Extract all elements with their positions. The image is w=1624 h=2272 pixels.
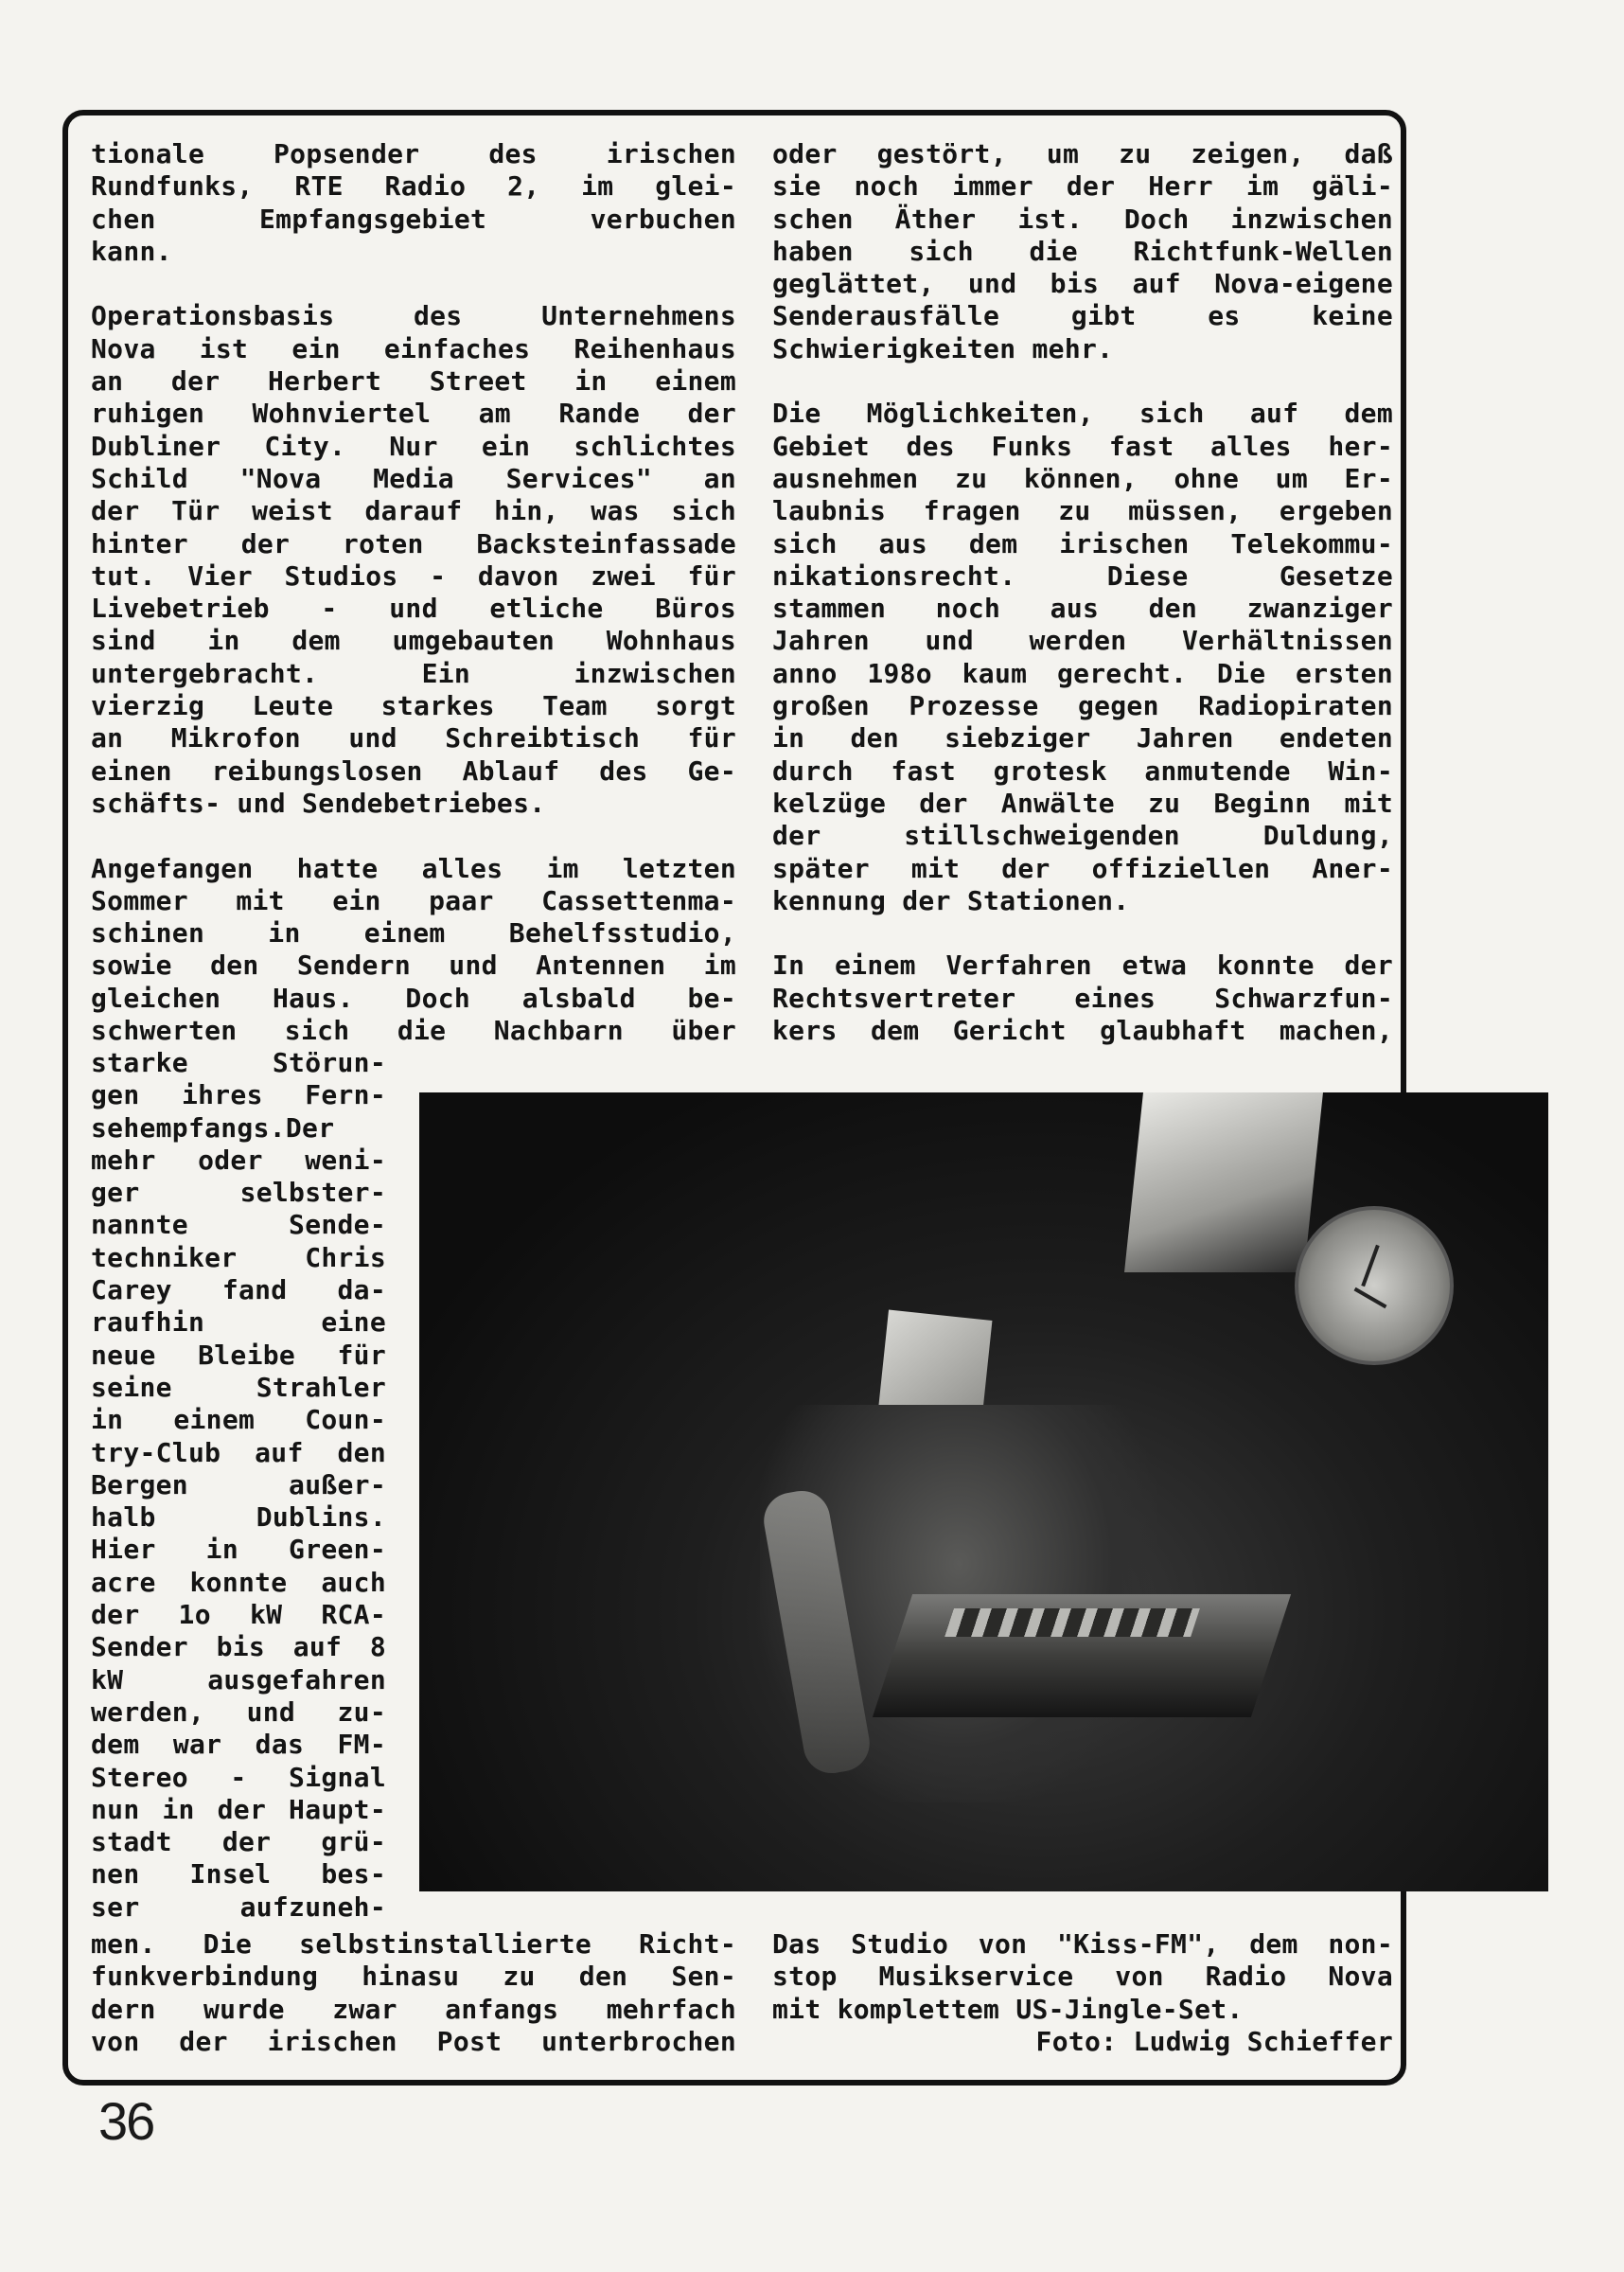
text-line: kers dem Gericht glaubhaft machen, <box>772 1015 1393 1047</box>
right-column <box>772 138 1393 1080</box>
text-line: nun in der Haupt- <box>91 1793 386 1825</box>
text-line: in einem Coun- <box>91 1404 386 1436</box>
page-number: 36 <box>98 2091 154 2151</box>
text-line: Das Studio von "Kiss-FM", dem non- <box>772 1928 1393 1960</box>
text-line: geglättet, und bis auf Nova-eigene <box>772 268 1393 300</box>
text-line: haben sich die Richtfunk-Wellen <box>772 235 1393 267</box>
text-line: vierzig Leute starkes Team sorgt <box>91 690 736 722</box>
text-line: mit komplettem US-Jingle-Set. <box>772 1993 1244 2025</box>
studio-photo <box>419 1092 1548 1891</box>
text-line: kennung der Stationen. <box>772 884 1130 916</box>
text-line: acre konnte auch <box>91 1566 386 1598</box>
text-line: später mit der offiziellen Aner- <box>772 852 1393 884</box>
text-line: der Tür weist darauf hin, was sich <box>91 495 736 527</box>
text-line: Bergen außer- <box>91 1468 386 1500</box>
narrow-column <box>91 1047 386 1924</box>
paragraph <box>91 853 736 1048</box>
text-line: schen Äther ist. Doch inzwischen <box>772 203 1393 235</box>
text-line: Operationsbasis des Unternehmens <box>91 300 736 332</box>
text-line: Schwierigkeiten mehr. <box>772 332 1114 364</box>
photo-caption <box>772 1928 1393 2058</box>
text-line: stop Musikservice von Radio Nova <box>772 1961 1393 1993</box>
text-line: einen reibungslosen Ablauf des Ge- <box>91 754 736 787</box>
text-line: nikationsrecht. Diese Gesetze <box>772 559 1393 592</box>
bottom-left-column <box>91 1928 736 2058</box>
text-line: stammen noch aus den zwanziger <box>772 593 1393 625</box>
text-line: nen Insel bes- <box>91 1858 386 1890</box>
text-line: kW ausgefahren <box>91 1663 386 1695</box>
text-line: Schild "Nova Media Services" an <box>91 462 736 494</box>
text-line: try-Club auf den <box>91 1436 386 1468</box>
text-line: anno 198o kaum gerecht. Die ersten <box>772 657 1393 689</box>
text-line: schinen in einem Behelfsstudio, <box>91 917 736 950</box>
text-line: ausnehmen zu können, ohne um Er- <box>772 462 1393 494</box>
text-line: sowie den Sendern und Antennen im <box>91 950 736 982</box>
text-line: oder gestört, um zu zeigen, daß <box>772 138 1393 169</box>
text-line: in den siebziger Jahren endeten <box>772 722 1393 754</box>
text-line: neue Bleibe für <box>91 1339 386 1371</box>
text-line: men. Die selbstinstallierte Richt- <box>91 1928 736 1960</box>
text-line: stadt der grü- <box>91 1826 386 1858</box>
text-line: tut. Vier Studios - davon zwei für <box>91 559 736 592</box>
paragraph <box>91 138 736 268</box>
text-line: chen Empfangsgebiet verbuchen <box>91 203 736 235</box>
text-line: untergebracht. Ein inzwischen <box>91 657 736 689</box>
text-line: Angefangen hatte alles im letzten <box>91 852 736 884</box>
left-column <box>91 138 736 1080</box>
text-line: der 1o kW RCA- <box>91 1599 386 1631</box>
text-line: laubnis fragen zu müssen, ergeben <box>772 495 1393 527</box>
console-faders <box>944 1608 1200 1637</box>
paragraph <box>772 398 1393 917</box>
text-line: halb Dublins. <box>91 1501 386 1534</box>
text-line: Rechtsvertreter eines Schwarzfun- <box>772 982 1393 1014</box>
text-line: an der Herbert Street in einem <box>91 365 736 398</box>
text-line: starke Störun- <box>91 1047 386 1078</box>
text-line: Dubliner City. Nur ein schlichtes <box>91 430 736 462</box>
text-line: tionale Popsender des irischen <box>91 138 736 169</box>
text-line: ser aufzuneh- <box>91 1890 386 1923</box>
text-line: raufhin eine <box>91 1306 386 1339</box>
text-line: Sommer mit ein paar Cassettenma- <box>91 884 736 916</box>
text-line: Stereo - Signal <box>91 1761 386 1793</box>
text-line: Senderausfälle gibt es keine <box>772 300 1393 332</box>
text-line: schäfts- und Sendebetriebes. <box>91 787 546 819</box>
text-line: großen Prozesse gegen Radiopiraten <box>772 690 1393 722</box>
paragraph <box>91 300 736 820</box>
text-line: funkverbindung hinasu zu den Sen- <box>91 1961 736 1993</box>
text-line: Nova ist ein einfaches Reihenhaus <box>91 332 736 364</box>
text-line: ger selbster- <box>91 1177 386 1209</box>
text-line: Rundfunks, RTE Radio 2, im glei- <box>91 170 736 203</box>
text-line: Jahren und werden Verhältnissen <box>772 625 1393 657</box>
text-line: kelzüge der Anwälte zu Beginn mit <box>772 787 1393 819</box>
text-line: sehempfangs.Der <box>91 1111 335 1144</box>
photo-credit: Foto: Ludwig Schieffer <box>1035 2025 1393 2057</box>
paragraph <box>772 950 1393 1047</box>
clock-icon <box>1295 1206 1454 1365</box>
text-line: von der irischen Post unterbrochen <box>91 2025 736 2057</box>
text-line: kann. <box>91 235 172 267</box>
text-line: Gebiet des Funks fast alles her- <box>772 430 1393 462</box>
text-line: sind in dem umgebauten Wohnhaus <box>91 625 736 657</box>
text-line: hinter der roten Backsteinfassade <box>91 527 736 559</box>
text-line: dem war das FM- <box>91 1729 386 1761</box>
text-line: dern wurde zwar anfangs mehrfach <box>91 1993 736 2025</box>
text-line: Carey fand da- <box>91 1274 386 1306</box>
text-line: mehr oder weni- <box>91 1144 386 1176</box>
text-line: nannte Sende- <box>91 1209 386 1241</box>
text-line: werden, und zu- <box>91 1695 386 1728</box>
paragraph <box>772 138 1393 365</box>
text-line: sich aus dem irischen Telekommu- <box>772 527 1393 559</box>
text-line: Livebetrieb - und etliche Büros <box>91 593 736 625</box>
text-line: In einem Verfahren etwa konnte der <box>772 950 1393 982</box>
text-line: durch fast grotesk anmutende Win- <box>772 754 1393 787</box>
text-line: der stillschweigenden Duldung, <box>772 820 1393 852</box>
text-line: sie noch immer der Herr im gäli- <box>772 170 1393 203</box>
text-line: Sender bis auf 8 <box>91 1631 386 1663</box>
text-line: gleichen Haus. Doch alsbald be- <box>91 982 736 1014</box>
text-line: Hier in Green- <box>91 1534 386 1566</box>
text-line: seine Strahler <box>91 1371 386 1403</box>
text-line: schwerten sich die Nachbarn über <box>91 1015 736 1047</box>
photo-window <box>1124 1092 1323 1272</box>
text-line: ruhigen Wohnviertel am Rande der <box>91 398 736 430</box>
text-line: an Mikrofon und Schreibtisch für <box>91 722 736 754</box>
text-line: Die Möglichkeiten, sich auf dem <box>772 398 1393 430</box>
text-line: gen ihres Fern- <box>91 1079 386 1111</box>
text-line: techniker Chris <box>91 1241 386 1273</box>
